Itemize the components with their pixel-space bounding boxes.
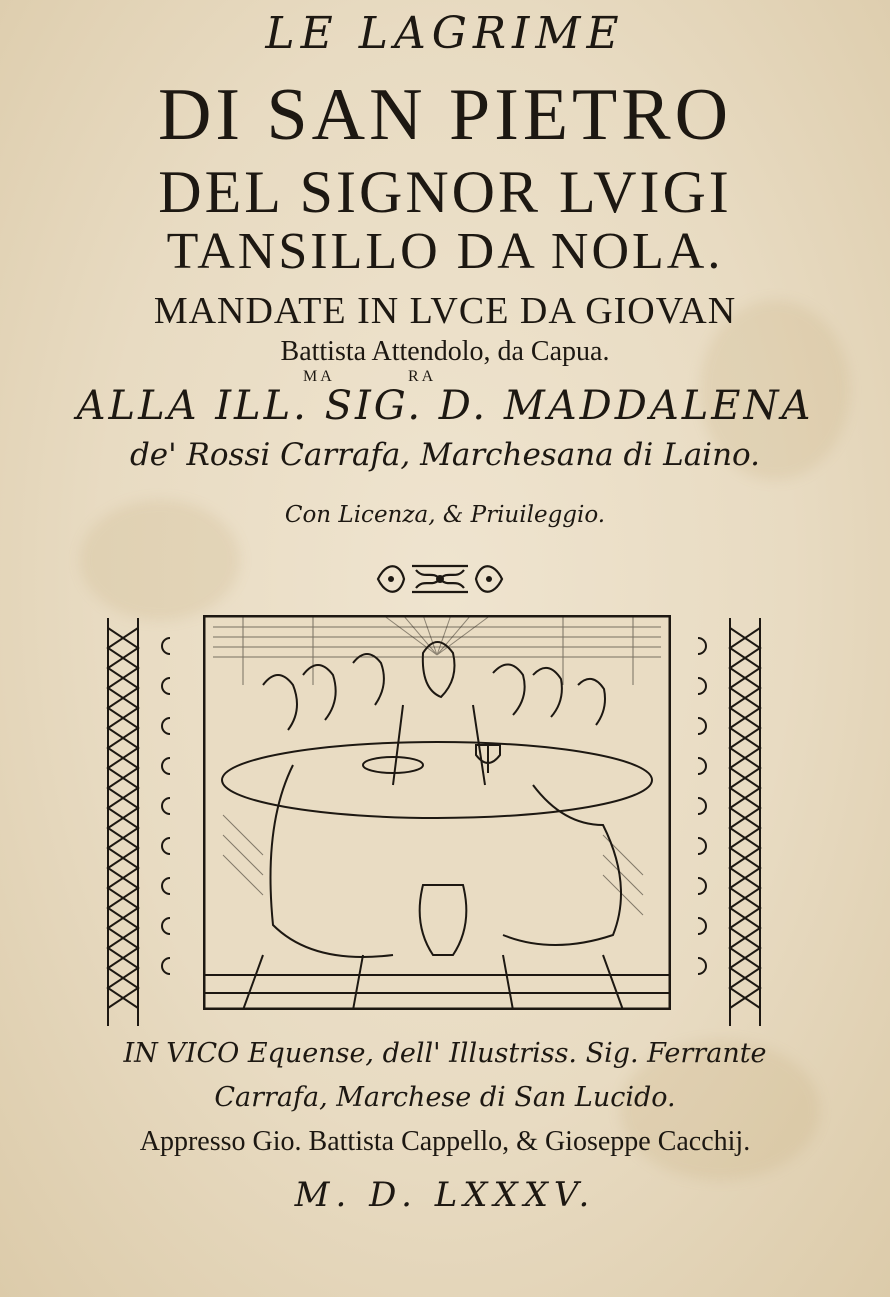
title-line-4: TANSILLO DA NOLA. — [166, 223, 724, 280]
title-line-3: DEL SIGNOR LVIGI — [158, 159, 732, 225]
title-line-1: LE LAGRIME — [265, 8, 625, 59]
title-line-6: Battista Attendolo, da Capua. — [280, 336, 610, 367]
imprint-line-2: Carrafa, Marchese di San Lucido. — [214, 1082, 676, 1113]
imprint-line-1: IN VICO Equense, dell' Illustriss. Sig. Ferrante — [123, 1038, 767, 1069]
imprint-line-3: Appresso Gio. Battista Cappello, & Gioseppe Cacchij. — [139, 1126, 751, 1157]
title-line-2: DI SAN PIETRO — [157, 74, 733, 156]
left-ornamental-border — [100, 618, 178, 1026]
fleuron-ornament — [372, 556, 508, 602]
title-line-5: MANDATE IN LVCE DA GIOVAN — [153, 290, 737, 332]
correction-ma: MA — [303, 368, 335, 385]
imprint-year: M. D. LXXXV. — [294, 1175, 596, 1215]
right-ornamental-border — [690, 618, 768, 1026]
dedication-line-1: ALLA ILL. SIG. D. MADDALENA — [76, 383, 814, 429]
last-supper-woodcut — [203, 615, 671, 1010]
dedication-line-2: de' Rossi Carrafa, Marchesana di Laino. — [129, 437, 761, 473]
correction-ra: RA — [408, 368, 437, 385]
license-line: Con Licenza, & Priuileggio. — [284, 502, 606, 528]
